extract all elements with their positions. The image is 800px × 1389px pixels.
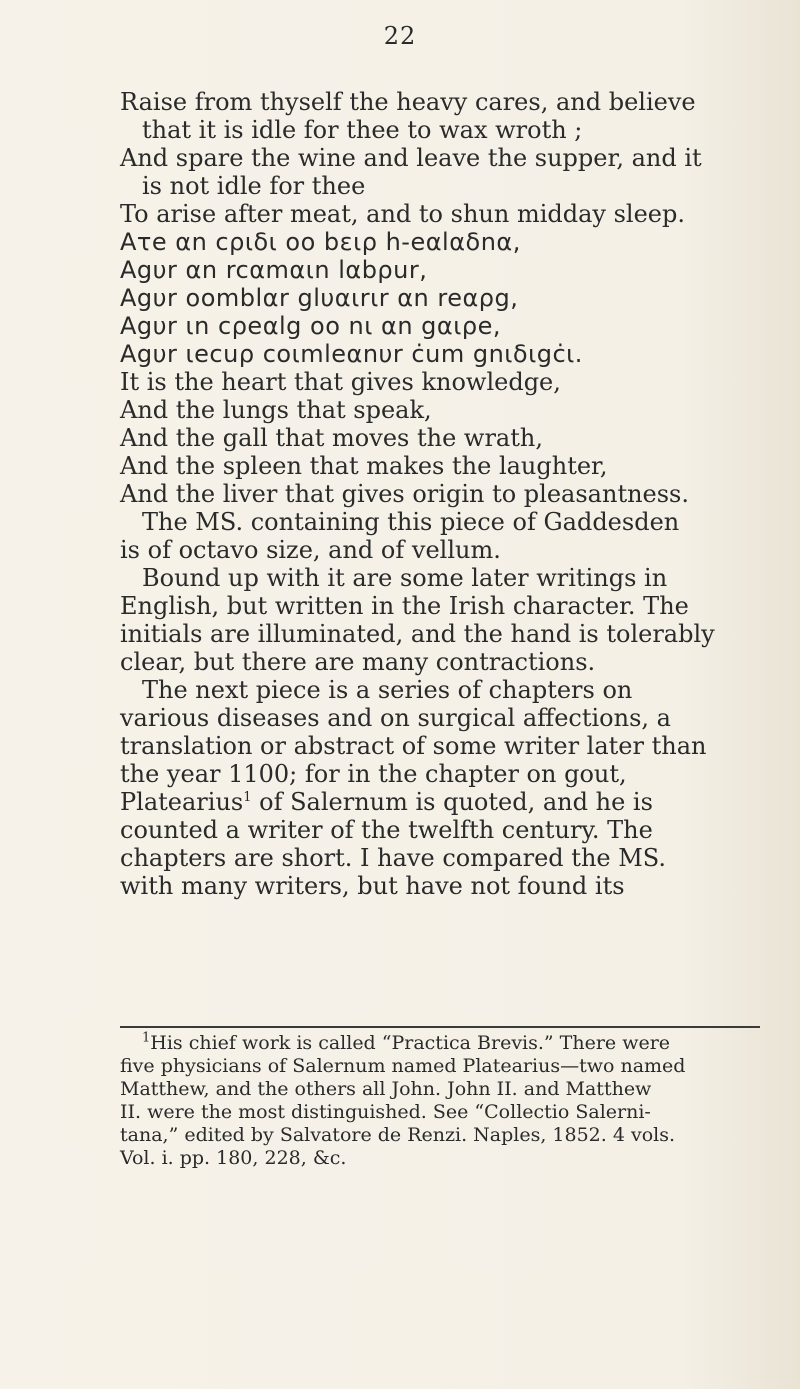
verse-irish — [120, 228, 760, 368]
paragraph-line: English, but written in the Irish character. The — [120, 592, 689, 620]
translation-line: And the liver that gives origin to pleasantness. — [120, 480, 690, 508]
footnote-line: II. were the most distinguished. See “Collectio Salerni- — [120, 1101, 651, 1123]
verse-translation — [120, 368, 760, 508]
paragraph-line: The next piece is a series of chapters on — [142, 676, 633, 704]
paragraph-line: clear, but there are many contractions. — [120, 648, 596, 676]
verse-line: And spare the wine and leave the supper, and it — [120, 144, 702, 172]
footnote-line: tana,” edited by Salvatore de Renzi. Naples, 1852. 4 vols. — [120, 1124, 676, 1146]
irish-verse-line: Αgυr ιecuρ coιmleαnυr ċum gnιδιgċι. — [120, 340, 583, 368]
footnote-line — [120, 1032, 760, 1055]
verse-english — [120, 88, 760, 228]
footnote — [120, 1032, 760, 1170]
irish-verse-line: Ατe αn cριδι οο bειρ h-eαlαδnα, — [120, 228, 521, 256]
irish-verse-line: Αgυr οomblαr glυαιrιr αn reαρg, — [120, 284, 519, 312]
paragraph-line: various diseases and on surgical affections, a — [120, 704, 671, 732]
verse-line: is not idle for thee — [142, 172, 366, 200]
verse-line: To arise after meat, and to shun midday sleep. — [120, 200, 685, 228]
paragraph-line: translation or abstract of some writer later than — [120, 732, 707, 760]
verse-line: that it is idle for thee to wax wroth ; — [142, 116, 583, 144]
verse-line: Raise from thyself the heavy cares, and believe — [120, 88, 696, 116]
paragraph-bound-writings — [120, 564, 760, 676]
footnote-mark: 1 — [142, 1030, 151, 1046]
paragraph-line-with-footnote-ref — [120, 788, 760, 816]
footnote-text: His chief work is called “Practica Brevis.” There were — [150, 1032, 671, 1054]
page-number: 22 — [383, 22, 417, 50]
paragraph-ms-description — [120, 508, 760, 564]
paragraph-line: is of octavo size, and of vellum. — [120, 536, 501, 564]
footnote-line: five physicians of Salernum named Platearius—two named — [120, 1055, 686, 1077]
paragraph-line-rest: of Salernum is quoted, and he is — [251, 788, 653, 816]
footnote-divider — [120, 1026, 760, 1028]
paragraph-line: The MS. containing this piece of Gaddesden — [142, 508, 680, 536]
footnote-reference-mark[interactable]: 1 — [243, 790, 252, 805]
translation-line: It is the heart that gives knowledge, — [120, 368, 561, 396]
translation-line: And the lungs that speak, — [120, 396, 432, 424]
body-text — [120, 88, 760, 900]
irish-verse-line: Αgυr αn rcαmαιn lαbρur, — [120, 256, 428, 284]
footnote-line: Matthew, and the others all John. John II. and Matthew — [120, 1078, 652, 1100]
translation-line: And the gall that moves the wrath, — [120, 424, 543, 452]
referenced-name: Platearius — [120, 788, 244, 816]
translation-line: And the spleen that makes the laughter, — [120, 452, 608, 480]
paragraph-chapters — [120, 676, 760, 900]
paragraph-line: Bound up with it are some later writings in — [142, 564, 668, 592]
irish-verse-line: Αgυr ιn cρeαlg οο nι αn gαιρe, — [120, 312, 501, 340]
paragraph-line: counted a writer of the twelfth century. The — [120, 816, 653, 844]
footnote-line: Vol. i. pp. 180, 228, &c. — [120, 1147, 347, 1169]
paragraph-line: initials are illuminated, and the hand is tolerably — [120, 620, 715, 648]
paragraph-line: with many writers, but have not found its — [120, 872, 625, 900]
paragraph-line: the year 1100; for in the chapter on gout, — [120, 760, 627, 788]
paragraph-line: chapters are short. I have compared the MS. — [120, 844, 667, 872]
